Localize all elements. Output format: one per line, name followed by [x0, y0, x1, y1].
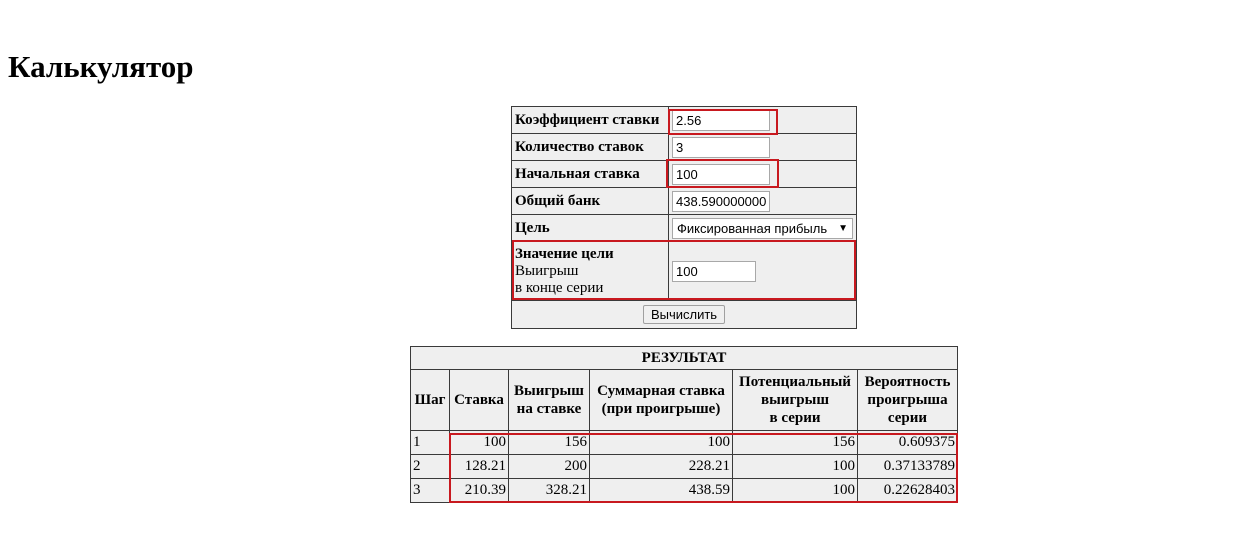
goal-value-hint-1: Выигрыш [515, 262, 579, 279]
cell-step: 2 [411, 455, 450, 479]
page-title: Калькулятор [8, 49, 194, 84]
count-label: Количество ставок [512, 134, 669, 161]
form-row-bank [512, 188, 857, 215]
cell-step: 3 [411, 479, 450, 503]
chevron-down-icon: ▼ [838, 222, 848, 234]
header-potential-line-2: выигрыш [761, 392, 829, 408]
header-step: Шаг [411, 370, 450, 431]
header-win-line-1: Выигрыш [514, 383, 584, 399]
goal-label: Цель [512, 215, 669, 242]
header-total-line-1: Суммарная ставка [597, 383, 725, 399]
cell-total: 228.21 [590, 455, 733, 479]
cell-total: 100 [590, 431, 733, 455]
cell-probability: 0.609375 [858, 431, 958, 455]
form-row-submit [512, 301, 857, 329]
form-row-goal-value [512, 242, 857, 301]
cell-step: 1 [411, 431, 450, 455]
header-potential [733, 370, 858, 431]
initial-stake-input[interactable] [672, 164, 770, 185]
form-row-coefficient [512, 107, 857, 134]
goal-value-hint-2: в конце серии [515, 279, 604, 296]
calculator-form [511, 106, 857, 329]
cell-probability: 0.22628403 [858, 479, 958, 503]
header-probability [858, 370, 958, 431]
initial-stake-label: Начальная ставка [512, 161, 669, 188]
table-row [411, 479, 958, 503]
goal-value-label: Значение цели [515, 245, 614, 262]
goal-value-input[interactable] [672, 261, 756, 282]
goal-select-value: Фиксированная прибыль [677, 220, 828, 236]
result-caption: РЕЗУЛЬТАТ [411, 347, 958, 370]
cell-stake: 100 [450, 431, 509, 455]
header-potential-line-1: Потенциальный [739, 374, 851, 390]
header-total-line-2: (при проигрыше) [601, 401, 721, 417]
cell-win: 156 [509, 431, 590, 455]
form-row-goal [512, 215, 857, 242]
cell-potential: 100 [733, 455, 858, 479]
cell-win: 200 [509, 455, 590, 479]
bank-label: Общий банк [512, 188, 669, 215]
table-row [411, 431, 958, 455]
coefficient-label: Коэффициент ставки [512, 107, 669, 134]
bank-input[interactable] [672, 191, 770, 212]
cell-stake: 210.39 [450, 479, 509, 503]
cell-potential: 100 [733, 479, 858, 503]
form-row-count [512, 134, 857, 161]
cell-total: 438.59 [590, 479, 733, 503]
result-table [410, 346, 958, 503]
header-win [509, 370, 590, 431]
result-header-row [411, 370, 958, 431]
header-probability-line-2: проигрыша [867, 392, 948, 408]
cell-potential: 156 [733, 431, 858, 455]
header-total [590, 370, 733, 431]
cell-probability: 0.37133789 [858, 455, 958, 479]
header-probability-line-1: Вероятность [864, 374, 951, 390]
count-input[interactable] [672, 137, 770, 158]
cell-stake: 128.21 [450, 455, 509, 479]
table-row [411, 455, 958, 479]
cell-win: 328.21 [509, 479, 590, 503]
coefficient-input[interactable] [672, 110, 770, 131]
goal-select[interactable] [672, 218, 853, 239]
calculate-button[interactable]: Вычислить [643, 305, 725, 324]
header-potential-line-3: в серии [769, 410, 821, 426]
header-probability-line-3: серии [887, 410, 928, 426]
header-win-line-2: на ставке [516, 401, 582, 417]
form-row-initial [512, 161, 857, 188]
header-stake: Ставка [450, 370, 509, 431]
goal-value-label-cell [512, 242, 669, 301]
